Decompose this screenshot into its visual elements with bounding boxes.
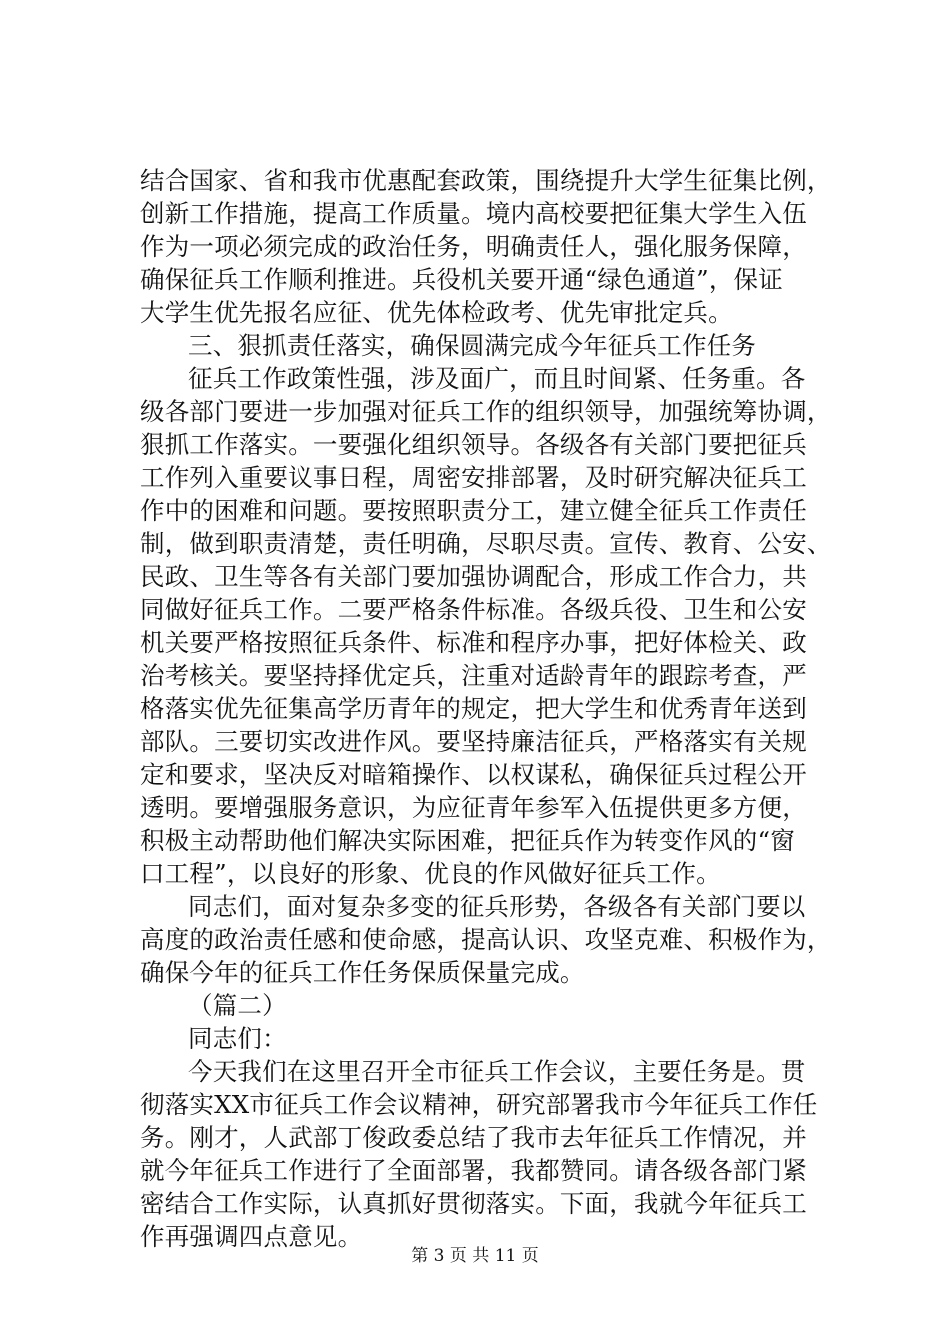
text-line: 作再强调四点意见。: [140, 1222, 363, 1251]
text-line: 大学生优先报名应征、优先体检政考、优先审批定兵。: [140, 298, 733, 327]
text-line: 确保征兵工作顺利推进。兵役机关要开通“绿色通道”，保证: [140, 265, 783, 294]
text-line: 就今年征兵工作进行了全面部署，我都赞同。请各级各部门紧: [140, 1156, 807, 1185]
text-line: 狠抓工作落实。一要强化组织领导。各级各有关部门要把征兵: [140, 430, 807, 459]
salutation: 同志们：: [188, 1024, 287, 1053]
part-heading: （篇二）: [188, 991, 287, 1020]
text-line: 民政、卫生等各有关部门要加强协调配合，形成工作合力，共: [140, 562, 807, 591]
text-line: 治考核关。要坚持择优定兵，注重对适龄青年的跟踪考查，严: [140, 661, 807, 690]
section-heading: 三、狠抓责任落实，确保圆满完成今年征兵工作任务: [188, 331, 757, 360]
text-line: 工作列入重要议事日程，周密安排部署，及时研究解决征兵工: [140, 463, 807, 492]
text-line: 制，做到职责清楚，责任明确，尽职尽责。宣传、教育、公安、: [140, 529, 832, 558]
text-line: 同做好征兵工作。二要严格条件标准。各级兵役、卫生和公安: [140, 595, 807, 624]
text-line: 高度的政治责任感和使命感，提高认识、攻坚克难、积极作为，: [140, 925, 832, 954]
text-line: 密结合工作实际，认真抓好贯彻落实。下面，我就今年征兵工: [140, 1189, 807, 1218]
text-line: 作为一项必须完成的政治任务，明确责任人，强化服务保障，: [140, 232, 807, 261]
page-number: 第 3 页 共 11 页: [411, 1246, 539, 1266]
text-line: 口工程”，以良好的形象、优良的作风做好征兵工作。: [140, 859, 721, 888]
text-line: 结合国家、省和我市优惠配套政策，围绕提升大学生征集比例，: [140, 166, 832, 195]
text-line: 透明。要增强服务意识，为应征青年参军入伍提供更多方便，: [140, 793, 807, 822]
body-text: [140, 164, 830, 1253]
text-line: 定和要求，坚决反对暗箱操作、以权谋私，确保征兵过程公开: [140, 760, 807, 789]
text-line: 级各部门要进一步加强对征兵工作的组织领导，加强统筹协调，: [140, 397, 832, 426]
text-line: 创新工作措施，提高工作质量。境内高校要把征集大学生入伍: [140, 199, 807, 228]
text-line: 机关要严格按照征兵条件、标准和程序办事，把好体检关、政: [140, 628, 807, 657]
text-line: 今天我们在这里召开全市征兵工作会议，主要任务是。贯: [188, 1057, 806, 1086]
page-footer: [0, 1244, 950, 1268]
text-line: 务。刚才，人武部丁俊政委总结了我市去年征兵工作情况，并: [140, 1123, 807, 1152]
text-line: 格落实优先征集高学历青年的规定，把大学生和优秀青年送到: [140, 694, 807, 723]
text-line: 确保今年的征兵工作任务保质保量完成。: [140, 958, 585, 987]
text-line: 同志们，面对复杂多变的征兵形势，各级各有关部门要以: [188, 892, 806, 921]
text-line: 彻落实XX市征兵工作会议精神，研究部署我市今年征兵工作任: [140, 1090, 818, 1119]
text-line: 作中的困难和问题。要按照职责分工，建立健全征兵工作责任: [140, 496, 807, 525]
text-line: 征兵工作政策性强，涉及面广，而且时间紧、任务重。各: [188, 364, 806, 393]
text-line: 积极主动帮助他们解决实际困难，把征兵作为转变作风的“窗: [140, 826, 795, 855]
text-line: 部队。三要切实改进作风。要坚持廉洁征兵，严格落实有关规: [140, 727, 807, 756]
